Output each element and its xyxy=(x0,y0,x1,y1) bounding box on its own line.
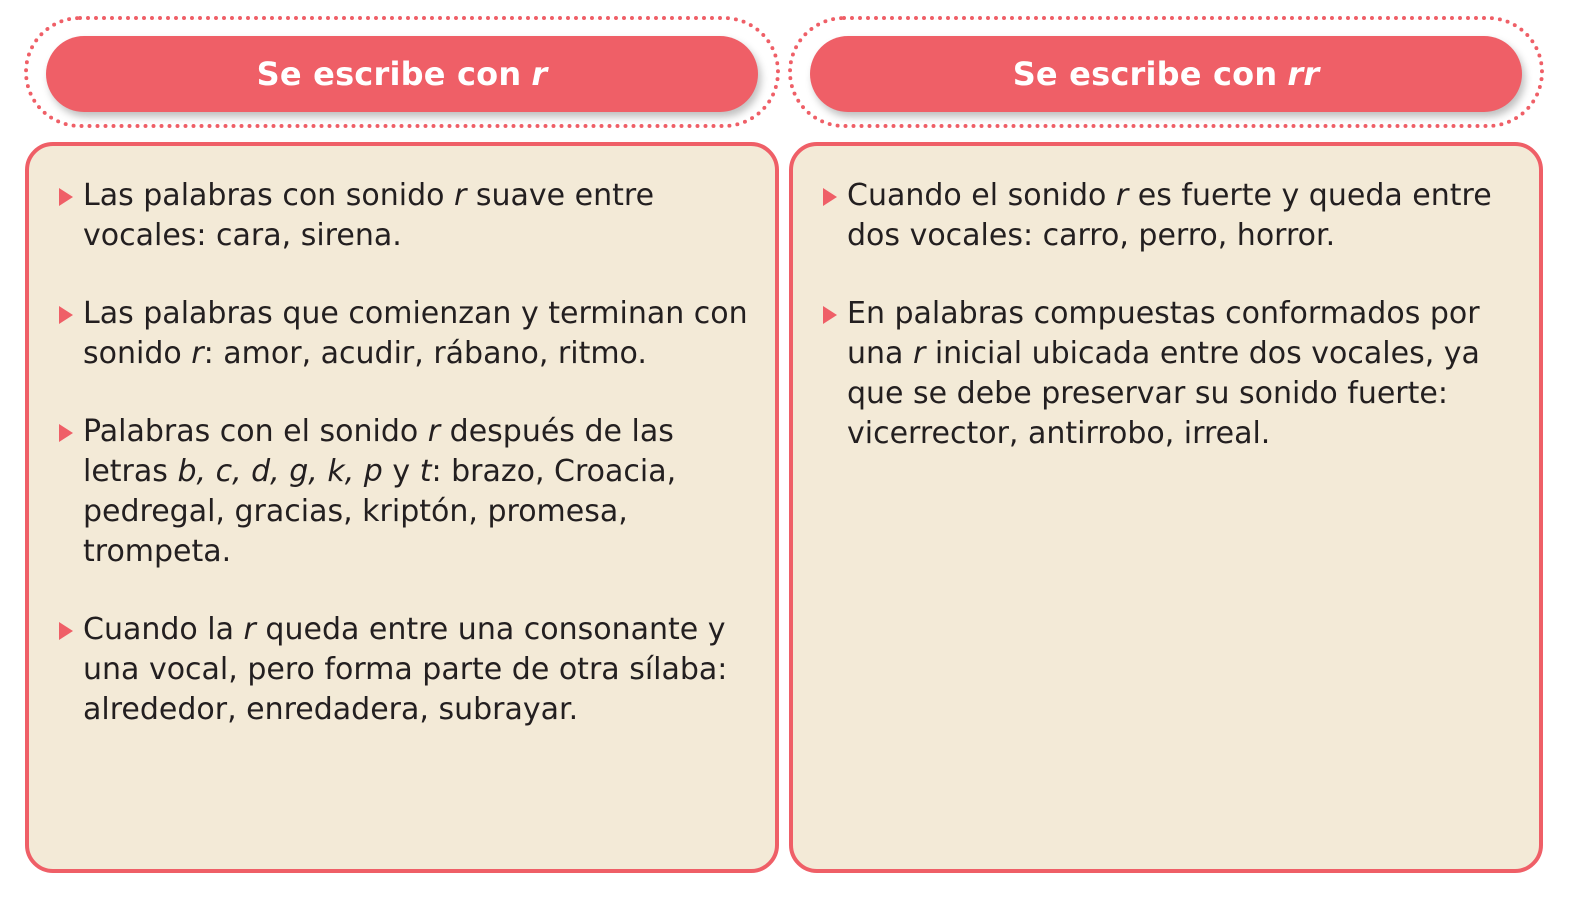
rule-text: es fuerte y queda entre dos vocales: carro, perro, horror. xyxy=(847,178,1492,253)
rules-card xyxy=(789,142,1543,873)
triangle-bullet-icon xyxy=(59,306,73,324)
rule-text: después de las letras xyxy=(83,414,674,489)
rule-text-italic: b, c, d, g, k, p xyxy=(177,454,383,489)
rule-text: : brazo, Croacia, pedregal, gracias, kriptón, promesa, trompeta. xyxy=(83,454,677,569)
rule-item xyxy=(821,294,1515,454)
rule-text-italic: r xyxy=(454,178,467,213)
rule-text: inicial ubicada entre dos vocales, ya que se debe preservar su sonido fuerte: vicerrector, antirrobo, irreal. xyxy=(847,336,1480,451)
triangle-bullet-icon xyxy=(823,306,837,324)
rule-text: Cuando la xyxy=(83,612,244,647)
triangle-bullet-icon xyxy=(59,424,73,442)
header-letter: rr xyxy=(1287,55,1320,93)
column-r xyxy=(24,0,784,913)
rule-text-italic: r xyxy=(1115,178,1129,213)
rule-text-italic: r xyxy=(243,612,256,647)
rule-text: : amor, acudir, rábano, ritmo. xyxy=(203,336,647,371)
rule-text: Palabras con el sonido xyxy=(83,414,428,449)
header-prefix: Se escribe con xyxy=(1012,55,1278,93)
column-header xyxy=(810,36,1522,112)
rule-item xyxy=(57,176,751,256)
rules-card xyxy=(25,142,779,873)
rule-text: En palabras compuestas conformados por una xyxy=(847,296,1480,371)
header-letter: r xyxy=(531,55,548,93)
rule-item xyxy=(821,176,1515,256)
header-dotted-frame xyxy=(788,16,1544,128)
rule-item xyxy=(57,294,751,374)
header-dotted-frame xyxy=(24,16,780,128)
rule-text-italic: r xyxy=(191,336,204,371)
rule-text-italic: r xyxy=(912,336,926,371)
header-prefix: Se escribe con xyxy=(256,55,522,93)
rule-text: suave entre vocales: cara, sirena. xyxy=(83,178,655,253)
rule-text: Cuando el sonido xyxy=(847,178,1116,213)
triangle-bullet-icon xyxy=(59,622,73,640)
rule-text-italic: r xyxy=(427,414,441,449)
rule-text: y xyxy=(382,454,420,489)
rule-text: Las palabras con sonido xyxy=(83,178,455,213)
rule-text-italic: t xyxy=(419,454,432,489)
triangle-bullet-icon xyxy=(823,188,837,206)
rule-item xyxy=(57,610,751,730)
column-header xyxy=(46,36,758,112)
rule-item xyxy=(57,412,751,572)
triangle-bullet-icon xyxy=(59,188,73,206)
rule-text: queda entre una consonante y una vocal, pero forma parte de otra sílaba: alrededor, enredadera, subrayar. xyxy=(83,612,728,727)
column-rr xyxy=(788,0,1548,913)
rule-text: Las palabras que comienzan y terminan con sonido xyxy=(83,296,748,371)
